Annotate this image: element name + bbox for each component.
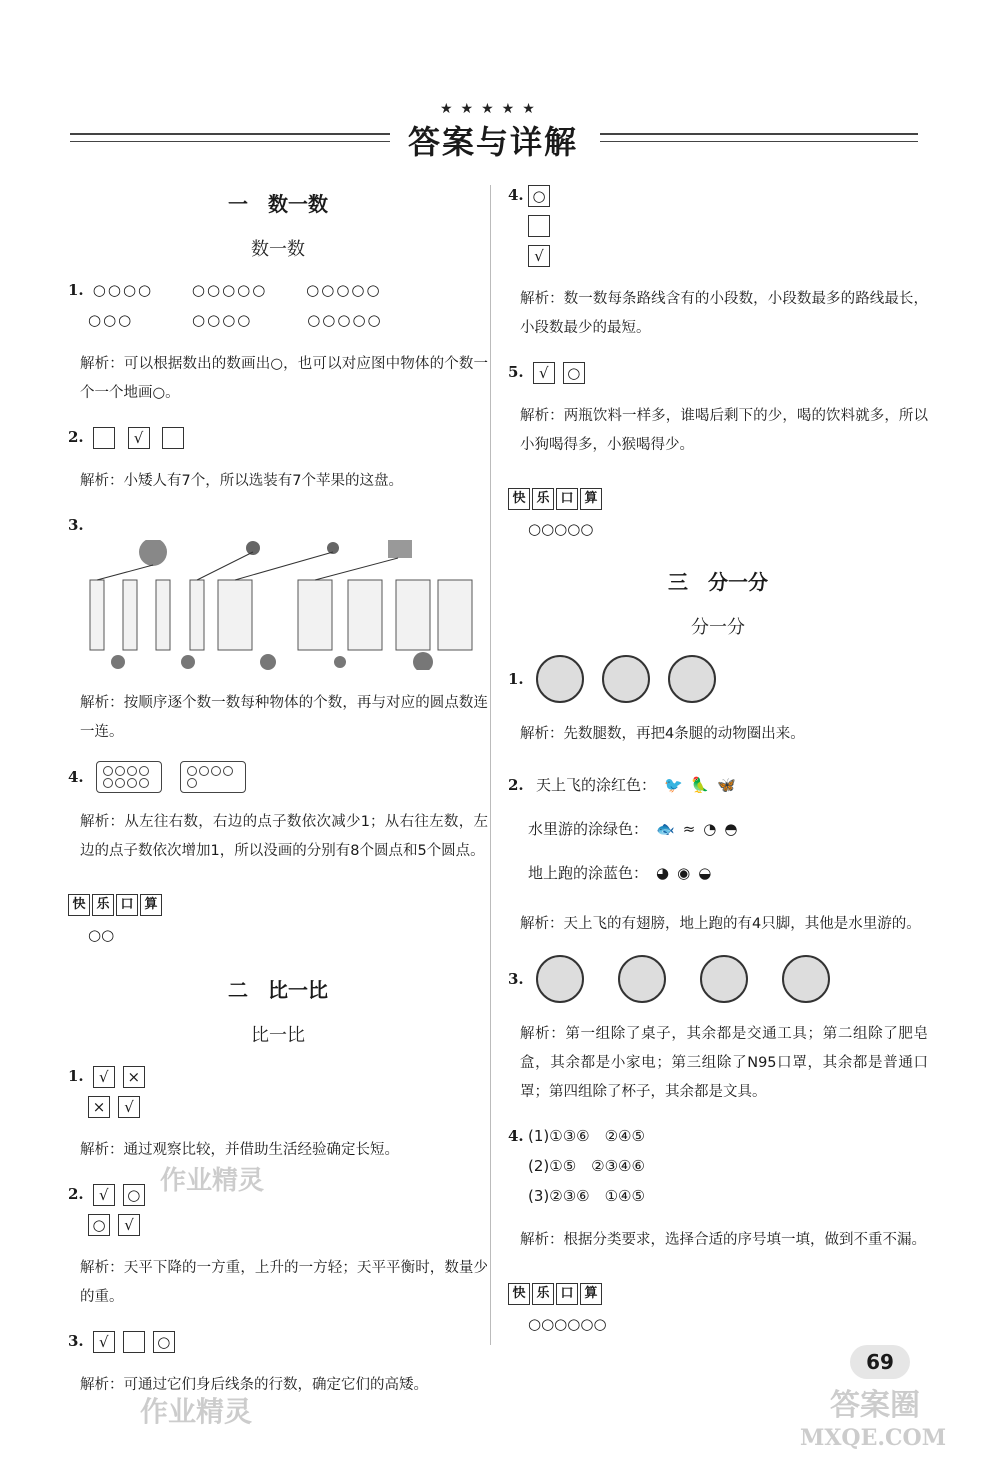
circle-answer: ○○○○ xyxy=(92,281,154,299)
c1-row1: 1. √ × xyxy=(68,1061,488,1091)
circle-answer: ○○○○○ xyxy=(307,311,383,329)
circle-answer: ○○○ xyxy=(88,311,134,329)
answer-box: ○ xyxy=(88,1214,110,1236)
answer-box xyxy=(162,427,184,449)
rock-icon xyxy=(413,652,433,670)
c1-explanation: 解析：通过观察比较，并借助生活经验确定长短。 xyxy=(80,1141,399,1158)
f2-explanation: 解析：天上飞的有翅膀，地上跑的有4只脚，其他是水里游的。 xyxy=(520,915,921,932)
answer-box: √ xyxy=(93,1184,115,1206)
dot-box-8 xyxy=(96,761,162,793)
r-q4-row3 xyxy=(508,240,928,270)
q3-explanation: 解析：按顺序逐个数一数每种物体的个数，再与对应的圆点数连一连。 xyxy=(80,694,488,740)
r-q4-row2 xyxy=(508,210,928,240)
answer-box: × xyxy=(88,1096,110,1118)
f2-row-b: 水里游的涂绿色： 🐟 ≈ ◔ ◓ xyxy=(508,807,928,851)
q4-explanation: 解析：从左往右数，右边的点子数依次减少1；从右往左数，左边的点子数依次增加1，所以没画的分别有8个圆点和5个圆点。 xyxy=(80,813,488,859)
horse-icon xyxy=(602,655,650,703)
q1-explanation: 解析：可以根据数出的数画出○，也可以对应图中物体的个数一个一个地画○。 xyxy=(80,355,488,401)
section-title-3: 三 分一分 xyxy=(668,570,768,594)
circle-answer: ○○○○ xyxy=(192,311,253,329)
dot-box-5 xyxy=(180,761,246,793)
watermark: 答案圈 xyxy=(830,1388,920,1423)
mushroom-icon xyxy=(246,541,260,555)
parrot-icon: 🦜 xyxy=(690,776,710,794)
r-q5-explanation: 解析：两瓶饮料一样多，谁喝后剩下的少，喝的饮料就多，所以小狗喝得多，小猴喝得少。 xyxy=(520,407,928,453)
matching-diagram xyxy=(78,540,478,670)
kuaile-answer-1: ○○ xyxy=(88,926,115,944)
answer-box xyxy=(93,427,115,449)
answer-box: √ xyxy=(528,245,550,267)
turtle-icon xyxy=(536,655,584,703)
c2-row1: 2. √ ○ xyxy=(68,1179,488,1209)
r-q5-row: 5. √ ○ xyxy=(508,357,928,387)
kuaile-label: 快 乐 口 算 xyxy=(508,488,604,510)
butterfly-icon: 🦋 xyxy=(717,776,737,794)
answer-box: √ xyxy=(93,1066,115,1088)
stars-decoration: ★★★★★ xyxy=(440,101,543,117)
bird-icon xyxy=(334,656,346,668)
answer-box: ○ xyxy=(153,1331,175,1353)
c2-explanation: 解析：天平下降的一方重，上升的一方轻；天平平衡时，数量少的重。 xyxy=(80,1259,488,1305)
q1-row2 xyxy=(68,305,488,335)
kuaile-label: 快 乐 口 算 xyxy=(508,1283,604,1305)
watermark: 作业精灵 xyxy=(160,1166,265,1196)
answer-box: ○ xyxy=(123,1184,145,1206)
squid-icon: ◓ xyxy=(724,820,738,838)
seahorse-icon: ≈ xyxy=(682,820,696,838)
q1-row1: 1. ○○○○ ○○○○○ ○○○○○ xyxy=(68,281,382,299)
mouse-icon: ◕ xyxy=(656,864,670,882)
section-title-2: 二 比一比 xyxy=(228,978,328,1002)
answer-box: √ xyxy=(118,1214,140,1236)
fish-icon: 🐟 xyxy=(656,820,675,838)
f1-explanation: 解析：先数腿数，再把4条腿的动物圈出来。 xyxy=(520,725,805,742)
q3-row: 3. xyxy=(68,516,84,534)
soapbox-icon xyxy=(618,955,666,1003)
tree-icon xyxy=(139,540,167,566)
c3-explanation: 解析：可通过它们身后线条的行数，确定它们的高矮。 xyxy=(80,1376,428,1393)
header-rule-right xyxy=(600,133,918,142)
c3-row: 3. √ ○ xyxy=(68,1326,488,1356)
answer-box: ○ xyxy=(563,362,585,384)
insect-icon xyxy=(111,655,125,669)
table-icon xyxy=(536,955,584,1003)
answer-box: ○ xyxy=(528,185,550,207)
kuaile-answer-2: ○○○○○ xyxy=(528,520,594,538)
kuaile-answer-3: ○○○○○○ xyxy=(528,1315,607,1333)
dog-icon xyxy=(668,655,716,703)
dinosaur-icon: ◒ xyxy=(698,864,712,882)
subsection-title-3: 分一分 xyxy=(691,617,745,638)
f2-row-c: 地上跑的涂蓝色： ◕ ◉ ◒ xyxy=(508,851,928,895)
sheep-icon: ◉ xyxy=(677,864,691,882)
f4-line3: (3)②③⑥ ①④⑤ xyxy=(528,1187,645,1205)
answer-box: √ xyxy=(118,1096,140,1118)
f4-explanation: 解析：根据分类要求，选择合适的序号填一填，做到不重不漏。 xyxy=(520,1231,926,1248)
cup-icon xyxy=(782,955,830,1003)
column-divider xyxy=(490,185,491,1345)
f3-explanation: 解析：第一组除了桌子，其余都是交通工具；第二组除了肥皂盒，其余都是小家电；第三组除了N95口罩，其余都是普通口罩；第四组除了杯子，其余都是文具。 xyxy=(520,1025,928,1100)
mask-icon xyxy=(700,955,748,1003)
watermark: 作业精灵 xyxy=(140,1395,253,1428)
q2-row: 2. √ xyxy=(68,422,488,452)
section-title-1: 一 数一数 xyxy=(228,192,328,216)
right-column xyxy=(508,180,928,1339)
q4-row: 4. xyxy=(68,761,488,793)
c2-row2 xyxy=(68,1209,488,1239)
header-rule-left xyxy=(70,133,390,142)
insect-icon xyxy=(181,655,195,669)
f3-row: 3. xyxy=(508,953,928,1005)
watermark: MXQE.COM xyxy=(800,1425,947,1451)
f4-line1: 4. (1)①③⑥ ②④⑤ xyxy=(508,1127,645,1145)
answer-box: √ xyxy=(533,362,555,384)
plant-icon xyxy=(260,654,276,670)
f4-line2: (2)①⑤ ②③④⑥ xyxy=(528,1157,645,1175)
left-column xyxy=(68,180,488,1414)
page-number: 69 xyxy=(850,1345,910,1379)
f2-row-a: 2. 天上飞的涂红色： 🐦 🦜 🦋 xyxy=(508,763,928,807)
circle-answer: ○○○○○ xyxy=(306,281,382,299)
r-q4-row1: 4. ○ xyxy=(508,180,928,210)
answer-box xyxy=(528,215,550,237)
circle-answer: ○○○○○ xyxy=(191,281,268,299)
answer-box: √ xyxy=(93,1331,115,1353)
page-title: 答案与详解 xyxy=(408,123,579,161)
bird-icon: 🐦 xyxy=(664,776,683,794)
jellyfish-icon: ◔ xyxy=(703,820,717,838)
answer-box xyxy=(123,1331,145,1353)
subsection-title-2: 比一比 xyxy=(251,1025,305,1046)
r-q4-explanation: 解析：数一数每条路线含有的小段数，小段数最多的路线最长，小段数最少的最短。 xyxy=(520,290,928,336)
subsection-title-1: 数一数 xyxy=(251,239,305,260)
kuaile-label: 快 乐 口 算 xyxy=(68,894,164,916)
c1-row2 xyxy=(68,1091,488,1121)
f1-row: 1. xyxy=(508,653,928,705)
house-icon xyxy=(388,540,412,558)
answer-box: × xyxy=(123,1066,145,1088)
answer-box: √ xyxy=(128,427,150,449)
page-header xyxy=(0,95,1000,165)
q2-explanation: 解析：小矮人有7个，所以选装有7个苹果的这盘。 xyxy=(80,472,403,489)
